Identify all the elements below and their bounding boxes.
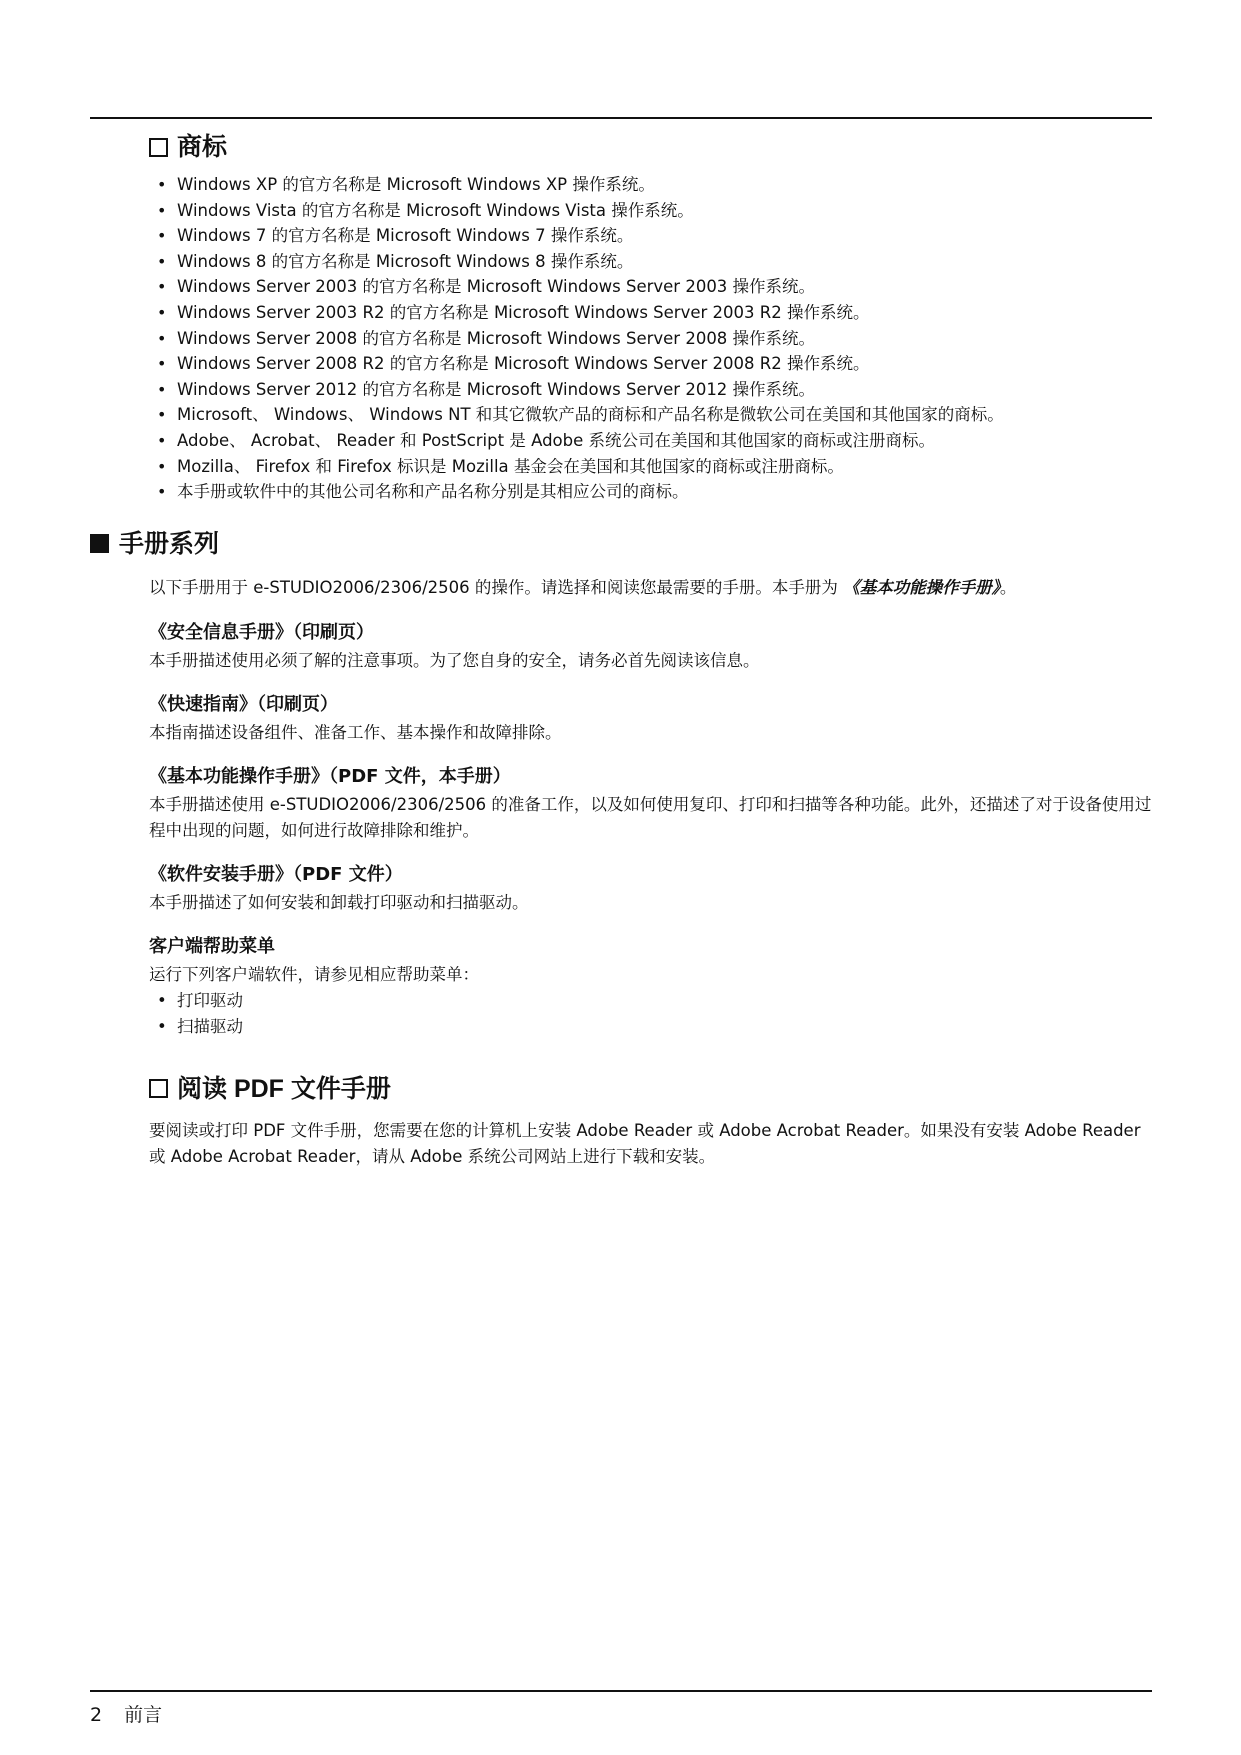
list-item: • Windows 8 的官方名称是 Microsoft Windows 8 操作系统。 <box>157 249 1152 275</box>
list-item: • Adobe、 Acrobat、 Reader 和 PostScript 是 Adobe 系统公司在美国和其他国家的商标或注册商标。 <box>157 428 1152 454</box>
trademarks-title: 商标 <box>177 133 228 161</box>
list-item: • Mozilla、 Firefox 和 Firefox 标识是 Mozilla 基金会在美国和其他国家的商标或注册商标。 <box>157 454 1152 480</box>
list-item: • Windows Server 2012 的官方名称是 Microsoft Windows Server 2012 操作系统。 <box>157 377 1152 403</box>
manual-entry-body: 本手册描述使用 e-STUDIO2006/2306/2506 的准备工作，以及如何使用复印、打印和扫描等各种功能。此外，还描述了对于设备使用过程中出现的问题，如何进行故障排除和维护。 <box>149 794 1152 840</box>
list-item: • Windows 7 的官方名称是 Microsoft Windows 7 操作系统。 <box>157 223 1152 249</box>
header-rule <box>90 117 1152 119</box>
list-item: • Windows Server 2008 R2 的官方名称是 Microsoft Windows Server 2008 R2 操作系统。 <box>157 351 1152 377</box>
checkbox-outline-icon <box>149 138 168 157</box>
manuals-title: 手册系列 <box>119 529 220 558</box>
manual-entry-title: 《软件安装手册》（PDF 文件） <box>149 863 403 885</box>
list-item: • Windows Server 2003 R2 的官方名称是 Microsoft Windows Server 2003 R2 操作系统。 <box>157 300 1152 326</box>
list-item: • Windows XP 的官方名称是 Microsoft Windows XP 操作系统。 <box>157 172 1152 198</box>
trademarks-heading <box>90 130 1152 164</box>
manual-entry-title: 《基本功能操作手册》（PDF 文件，本手册） <box>149 765 511 787</box>
reading-pdf-title: 阅读 PDF 文件手册 <box>177 1074 391 1103</box>
filled-square-icon <box>90 534 109 553</box>
manual-entry-body: 本指南描述设备组件、准备工作、基本操作和故障排除。 <box>149 722 562 742</box>
list-item: • Windows Server 2008 的官方名称是 Microsoft Windows Server 2008 操作系统。 <box>157 326 1152 352</box>
page-number: 2 <box>90 1704 103 1726</box>
manual-entry-title: 《快速指南》（印刷页） <box>149 693 338 715</box>
manuals-heading <box>90 527 1152 561</box>
manual-entry-body: 本手册描述使用必须了解的注意事项。为了您自身的安全，请务必首先阅读该信息。 <box>149 650 760 670</box>
intro-text: 以下手册用于 e-STUDIO2006/2306/2506 的操作。请选择和阅读您最需要的手册。本手册为 <box>149 577 844 597</box>
page-footer <box>90 1702 162 1728</box>
page-content <box>90 130 1152 1170</box>
manuals-intro <box>90 575 1152 600</box>
trademarks-list <box>90 172 1152 505</box>
list-item: • 扫描驱动 <box>149 1014 1152 1040</box>
manual-entry-title: 《安全信息手册》（印刷页） <box>149 621 374 643</box>
manual-entry-body: 本手册描述了如何安装和卸载打印驱动和扫描驱动。 <box>149 892 529 912</box>
reading-pdf-body: 要阅读或打印 PDF 文件手册，您需要在您的计算机上安装 Adobe Reader 或 Adobe Acrobat Reader。如果没有安装 Adobe Reader 或 Adobe Acrobat Reader，请从 Adobe 系统公司网站上进行下载和安装。 <box>149 1120 1141 1166</box>
footer-rule <box>90 1690 1152 1692</box>
client-help-body: 运行下列客户端软件，请参见相应帮助菜单： <box>149 964 479 984</box>
manuals-section <box>90 527 1152 1040</box>
list-item: • Windows Server 2003 的官方名称是 Microsoft Windows Server 2003 操作系统。 <box>157 274 1152 300</box>
client-help-title: 客户端帮助菜单 <box>149 935 275 957</box>
intro-suffix: 。 <box>999 577 1017 597</box>
client-help-list <box>90 988 1152 1040</box>
list-item: • 打印驱动 <box>149 988 1152 1014</box>
list-item: • 本手册或软件中的其他公司名称和产品名称分别是其相应公司的商标。 <box>157 479 1152 505</box>
reading-pdf-section <box>90 1072 1152 1170</box>
list-item: • Windows Vista 的官方名称是 Microsoft Windows Vista 操作系统。 <box>157 198 1152 224</box>
intro-emphasis: 《基本功能操作手册》 <box>843 577 1000 597</box>
checkbox-outline-icon <box>149 1079 168 1098</box>
list-item: • Microsoft、 Windows、 Windows NT 和其它微软产品的商标和产品名称是微软公司在美国和其他国家的商标。 <box>157 402 1152 428</box>
footer-section: 前言 <box>124 1704 163 1726</box>
reading-pdf-heading <box>90 1072 1152 1106</box>
trademarks-section <box>90 130 1152 505</box>
